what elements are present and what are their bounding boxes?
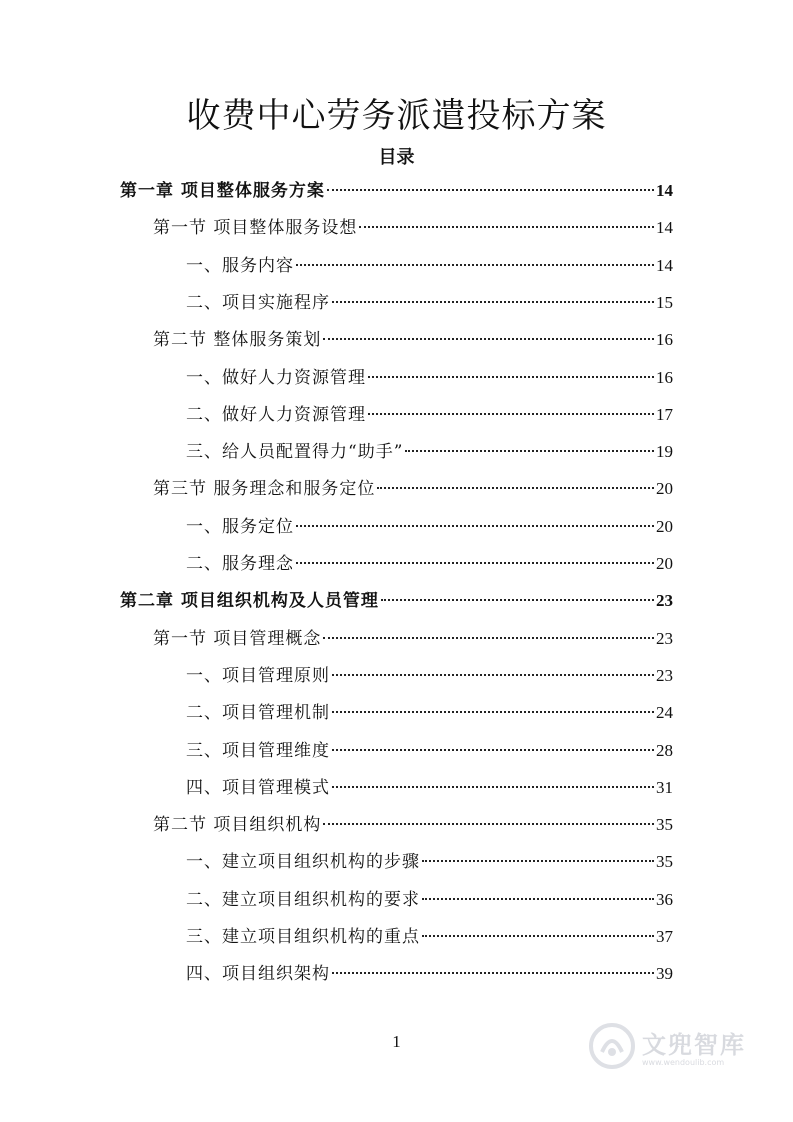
toc-entry-label: 第一节 项目管理概念 [153,628,322,649]
toc-entry-label: 三、给人员配置得力“助手” [186,442,404,463]
toc-entry-page: 24 [656,703,673,723]
toc-leader-dots [381,599,654,601]
toc-item-row[interactable] [186,698,673,728]
toc-leader-dots [296,562,654,564]
watermark-title: 文兜智库 [642,1031,746,1059]
toc-entry-label: 三、项目管理维度 [186,740,330,761]
toc-entry-label: 第二节 整体服务策划 [153,330,322,351]
toc-item-row[interactable] [186,400,673,430]
toc-leader-dots [377,487,654,489]
toc-item-row[interactable] [186,251,673,281]
toc-item-row[interactable] [186,363,673,393]
toc-leader-dots [296,264,654,266]
toc-leader-dots [296,525,654,527]
toc-entry-label: 第一节 项目整体服务设想 [153,218,358,239]
toc-leader-dots [422,935,654,937]
toc-item-row[interactable] [186,549,673,579]
toc-entry-label: 第一章 项目整体服务方案 [120,181,325,201]
toc-leader-dots [332,972,654,974]
page-number: 1 [392,1032,401,1051]
toc-entry-page: 39 [656,964,673,984]
document-title: 收费中心劳务派遣投标方案 [186,96,607,136]
toc-leader-dots [332,711,654,713]
toc-entry-label: 二、建立项目组织机构的要求 [186,889,420,910]
toc-entry-label: 第二章 项目组织机构及人员管理 [120,591,379,612]
toc-leader-dots [422,898,654,900]
toc-entry-page: 15 [656,292,673,312]
toc-leader-dots [359,226,654,228]
toc-entry-page: 36 [656,889,673,909]
toc-item-row[interactable] [186,437,673,467]
toc-leader-dots [332,749,654,751]
toc-leader-dots [323,637,654,639]
toc-entry-label: 二、服务理念 [186,554,294,574]
toc-entry-page: 20 [656,516,673,536]
toc-entry-label: 一、服务定位 [186,516,294,537]
toc-entry-page: 31 [656,777,673,797]
toc-entry-page: 14 [656,181,673,200]
toc-leader-dots [368,376,654,378]
toc-entry-page: 28 [656,740,673,760]
toc-leader-dots [327,189,654,191]
toc-entry-page: 23 [656,628,673,648]
toc-entry-page: 20 [656,479,673,499]
toc-entry-label: 一、做好人力资源管理 [186,367,366,388]
toc-item-row[interactable] [186,661,673,691]
toc-item-row[interactable] [186,885,673,915]
toc-item-row[interactable] [186,922,673,952]
toc-leader-dots [323,338,654,340]
toc-entry-page: 14 [656,218,673,238]
toc-item-row[interactable] [186,773,673,803]
toc-leader-dots [368,413,654,415]
toc-entry-label: 一、建立项目组织机构的步骤 [186,852,420,873]
toc-entry-label: 三、建立项目组织机构的重点 [186,927,420,947]
toc-section-row[interactable] [153,325,673,355]
toc-entry-page: 23 [656,591,673,611]
toc-item-row[interactable] [186,847,673,877]
toc-entry-page: 37 [656,927,673,946]
toc-entry-page: 35 [656,852,673,872]
toc-entry-label: 二、项目实施程序 [186,292,330,313]
watermark [588,1016,778,1076]
toc-item-row[interactable] [186,959,673,989]
toc-section-row[interactable] [153,213,673,243]
toc-entry-label: 一、项目管理原则 [186,665,330,686]
toc-entry-page: 16 [656,330,673,350]
wendou-logo-icon [588,1022,636,1070]
toc-entry-page: 14 [656,255,673,275]
toc-section-row[interactable] [153,474,673,504]
toc-leader-dots [332,786,654,788]
toc-item-row[interactable] [186,512,673,542]
toc-entry-page: 20 [656,554,673,573]
toc-chapter-row[interactable] [120,176,673,206]
toc-entry-page: 17 [656,404,673,424]
toc-entry-page: 16 [656,367,673,387]
toc-entry-label: 第二节 项目组织机构 [153,815,322,836]
toc-heading: 目录 [378,147,415,168]
toc-leader-dots [332,674,654,676]
toc-entry-label: 二、项目管理机制 [186,703,330,724]
toc-section-row[interactable] [153,624,673,654]
toc-section-row[interactable] [153,810,673,840]
toc-item-row[interactable] [186,736,673,766]
toc-entry-label: 一、服务内容 [186,255,294,276]
toc-leader-dots [422,860,654,862]
toc-entry-page: 35 [656,815,673,835]
toc-item-row[interactable] [186,288,673,318]
toc-chapter-row[interactable] [120,586,673,616]
toc-leader-dots [323,823,654,825]
toc-leader-dots [332,301,654,303]
toc-entry-page: 19 [656,442,673,462]
toc-entry-label: 四、项目管理模式 [186,777,330,798]
toc-entry-label: 四、项目组织架构 [186,964,330,985]
toc-leader-dots [405,450,654,452]
toc-entry-label: 第三节 服务理念和服务定位 [153,479,376,500]
watermark-url: www.wendoulib.com [642,1058,725,1067]
toc-entry-page: 23 [656,665,673,685]
toc-entry-label: 二、做好人力资源管理 [186,404,366,425]
